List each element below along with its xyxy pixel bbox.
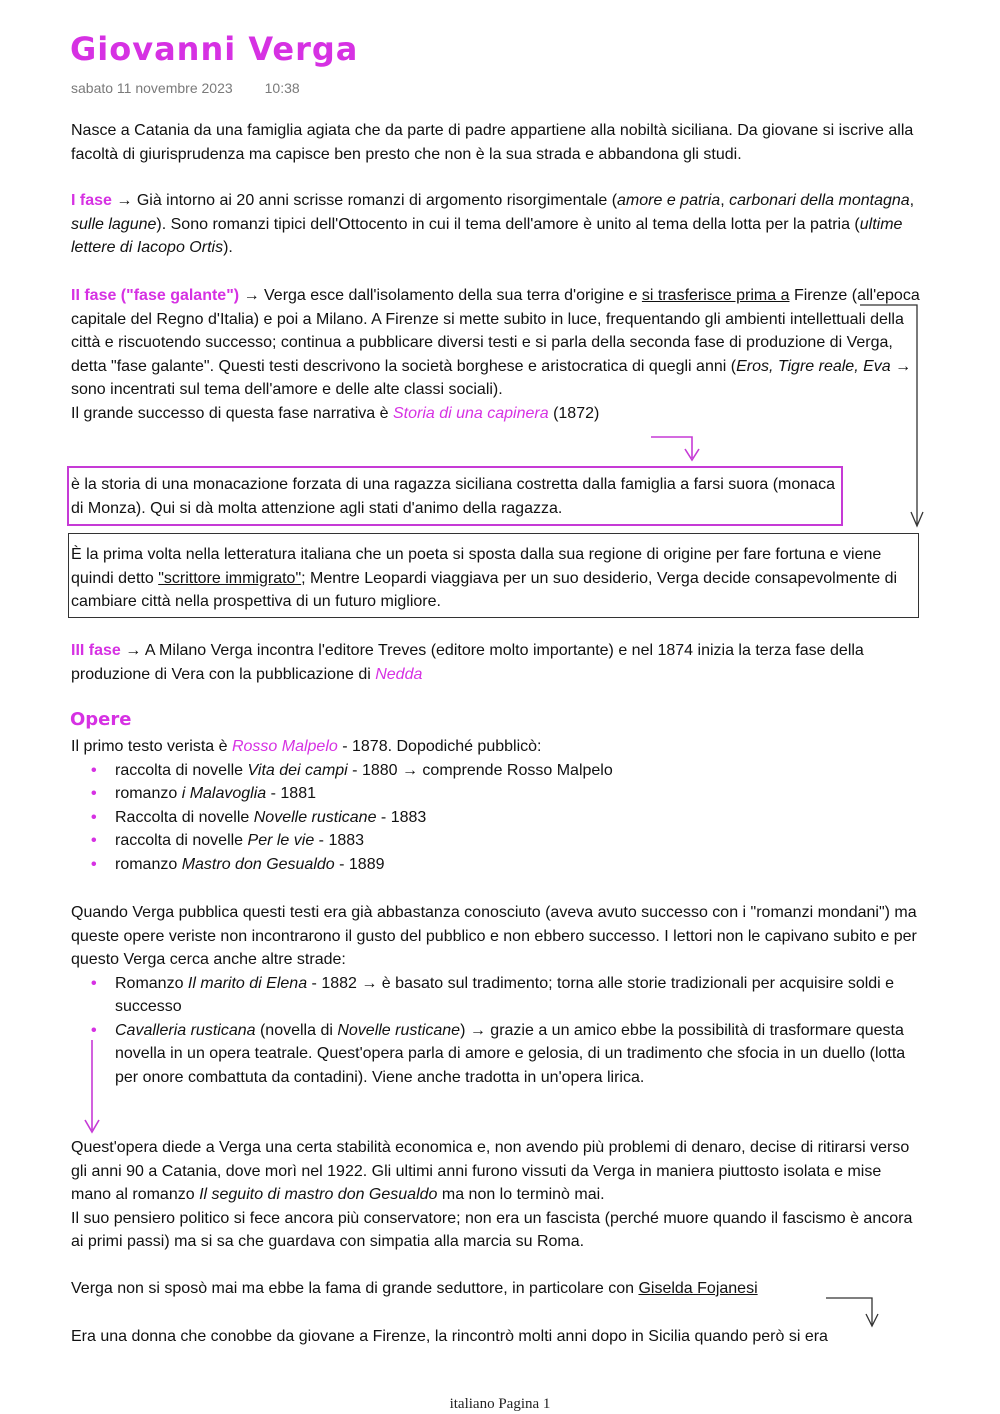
capinera-link: Storia di una capinera [392,404,549,422]
list-item: • Cavalleria rusticana (novella di Novelle rusticane) → grazie a un amico ebbe la possibilità di trasformare questa novella in un opera teatrale. Quest'opera parla di amore e gelosia, di un tradimento che sfocia in un duello (lotta per onore combattuta da contadini). Viene anche tradotta in un'opera lirica. [71,1019,921,1090]
opere-intro: Il primo testo verista è Rosso Malpelo - 1878. Dopodiché pubblicò: [71,738,542,755]
arrow-giselda [826,1298,878,1326]
page-title: Giovanni Verga [70,30,359,68]
opere-heading: Opere [70,709,132,730]
opere-list [71,759,921,877]
stabilita-paragraph: Quest'opera diede a Verga una certa stabilità economica e, non avendo più problemi di denaro, decise di ritirarsi verso gli anni 90 a Catania, dove morì nel 1922. Gli ultimi anni furono vissuti da Verga in maniera piuttosto isolata e mise mano al romanzo Il seguito di mastro don Gesualdo ma non lo terminò mai. Il suo pensiero politico si fece ancora più conservatore; non era un fascista (perché muore quando il fascismo è ancora ai primi passi) ma si sa che guardava con simpatia alla marcia su Roma. [71,1136,921,1254]
list-item: • raccolta di novelle Vita dei campi - 1880 → comprende Rosso Malpelo [71,759,921,783]
list-item: • romanzo Mastro don Gesualdo - 1889 [71,853,921,877]
immigrato-note: È la prima volta nella letteratura italiana che un poeta si sposta dalla sua regione di origine per fare fortuna e viene quindi detto "scrittore immigrato"; Mentre Leopardi viaggiava per un suo desiderio, Verga decide consapevolmente di cambiare città nella prospettiva di un futuro migliore. [71,546,898,610]
arrow-to-capinera [651,437,699,460]
donna-paragraph: Era una donna che conobbe da giovane a Firenze, la rincontrò molti anni dopo in Sicilia quando però si era [71,1328,828,1345]
fase2-paragraph: II fase ("fase galante") → Verga esce dall'isolamento della sua terra d'origine e si trasferisce prima a Firenze (all'epoca capitale del Regno d'Italia) e poi a Milano. A Firenze si mette subito in luce, frequentando gli ambienti intellettuali della città e riscuotendo successo; continua a pubblicare diversi testi e si parla della seconda fase di produzione di Verga, detta "fase galante". Questi testi descrivono la società borghese e aristocratica di quegli anni (Eros, Tigre reale, Eva → sono incentrati sul tema dell'amore e delle alte classi sociali). Il grande successo di questa fase narrativa è Storia di una capinera (1872) [71,287,920,422]
page-footer: italiano Pagina 1 [449,1396,551,1412]
fase3-label: III fase [71,642,121,659]
fase1-paragraph: I fase → Già intorno ai 20 anni scrisse romanzi di argomento risorgimentale (amore e patria, carbonari della montagna, sulle lagune). Sono romanzi tipici dell'Ottocento in cui il tema dell'amore è unito al tema della lotta per la patria (ultime lettere di Iacopo Ortis). [71,192,915,256]
politico-paragraph: Il suo pensiero politico si fece ancora più conservatore; non era un fascista (perché muore quando il fascismo è ancora ai primi passi) ma si sa che guardava con simpatia alla marcia su Roma. [71,1209,913,1250]
list-item: • raccolta di novelle Per le vie - 1883 [71,829,921,853]
giselda-link: Giselda Fojanesi [638,1280,758,1297]
page-date: sabato 11 novembre 2023 [71,80,233,96]
list-item: • Romanzo Il marito di Elena - 1882 → è basato sul tradimento; torna alle storie tradizionali per acquisire soldi e successo [71,972,921,1019]
intro-paragraph: Nasce a Catania da una famiglia agiata che da parte di padre appartiene alla nobiltà siciliana. Da giovane si iscrive alla facoltà di giurisprudenza ma capisce ben presto che non è la sua strada e abbandona gli studi. [71,122,914,163]
page-time: 10:38 [264,80,300,96]
fase3-paragraph: III fase → A Milano Verga incontra l'editore Treves (editore molto importante) e nel 1874 inizia la terza fase della produzione di Vera con la pubblicazione di Nedda [71,642,864,683]
quando-section [71,901,921,1089]
capinera-note: è la storia di una monacazione forzata di una ragazza siciliana costretta dalla famiglia a farsi suora (monaca di Monza). Qui si dà molta attenzione agli stati d'animo della ragazza. [71,476,835,517]
strade-list [71,972,921,1090]
fase2-label: II fase ("fase galante") [71,287,240,304]
sposo-paragraph: Verga non si sposò mai ma ebbe la fama di grande seduttore, in particolare con Giselda Fojanesi [71,1280,758,1297]
list-item: • Raccolta di novelle Novelle rusticane - 1883 [71,806,921,830]
arrow-to-immigrato [860,305,923,526]
fase1-label: I fase [71,192,112,209]
list-item: • romanzo i Malavoglia - 1881 [71,782,921,806]
opere-section [71,735,921,876]
quando-paragraph: Quando Verga pubblica questi testi era già abbastanza conosciuto (aveva avuto successo con i "romanzi mondani") ma queste opere veriste non incontrarono il gusto del pubblico e non ebbero successo. I lettori non le capivano subito e per questo Verga cerca anche altre strade: [71,904,917,968]
